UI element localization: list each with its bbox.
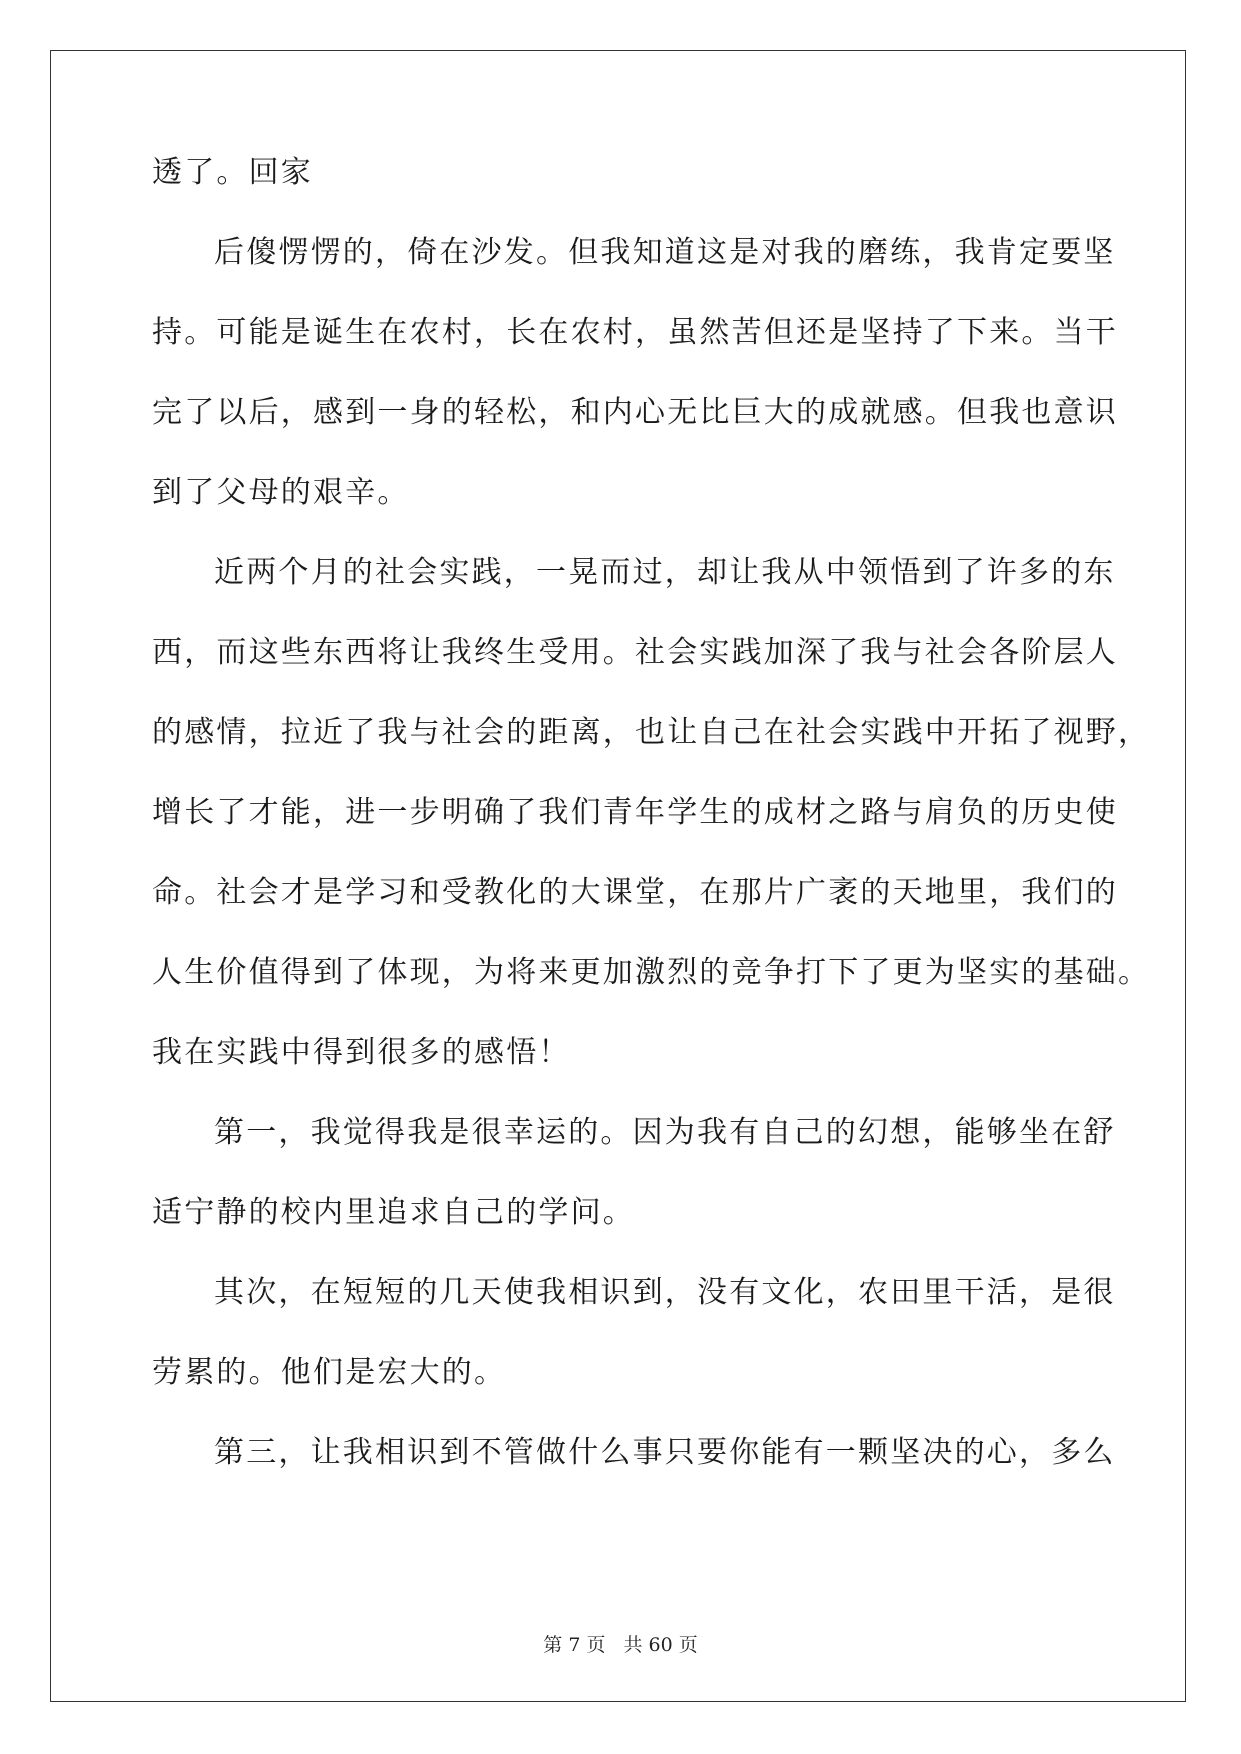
paragraph-start-line: 后傻愣愣的，倚在沙发。但我知道这是对我的磨练，我肯定要坚 [214, 235, 1116, 270]
document-body [152, 155, 1151, 1518]
text-line: 完了以后，感到一身的轻松，和内心无比巨大的成就感。但我也意识 [152, 395, 1118, 430]
paragraph-start-line: 第一，我觉得我是很幸运的。因为我有自己的幻想，能够坐在舒 [214, 1115, 1116, 1150]
text-line: 持。可能是诞生在农村，长在农村，虽然苦但还是坚持了下来。当干 [152, 315, 1118, 350]
text-line: 我在实践中得到很多的感悟！ [152, 1035, 571, 1070]
text-line: 劳累的。他们是宏大的。 [152, 1355, 507, 1390]
paragraph-start-line: 其次，在短短的几天使我相识到，没有文化，农田里干活，是很 [214, 1275, 1116, 1310]
text-line: 透了。回家 [152, 155, 313, 190]
text-line: 增长了才能，进一步明确了我们青年学生的成材之路与肩负的历史使 [152, 795, 1118, 830]
page-number-current: 第 7 页 [543, 1634, 606, 1656]
text-line: 人生价值得到了体现，为将来更加激烈的竞争打下了更为坚实的基础。 [152, 955, 1151, 990]
paragraph-start-line: 第三，让我相识到不管做什么事只要你能有一颗坚决的心，多么 [214, 1435, 1116, 1470]
text-line: 适宁静的校内里追求自己的学问。 [152, 1195, 635, 1230]
text-line: 命。社会才是学习和受教化的大课堂，在那片广袤的天地里，我们的 [152, 875, 1118, 910]
page-footer [0, 1634, 1241, 1656]
paragraph-start-line: 近两个月的社会实践，一晃而过，却让我从中领悟到了许多的东 [214, 555, 1116, 590]
page-number-total: 共 60 页 [623, 1634, 698, 1656]
text-line: 到了父母的艰辛。 [152, 475, 410, 510]
text-line: 西，而这些东西将让我终生受用。社会实践加深了我与社会各阶层人 [152, 635, 1118, 670]
text-line: 的感情，拉近了我与社会的距离，也让自己在社会实践中开拓了视野， [152, 715, 1151, 750]
